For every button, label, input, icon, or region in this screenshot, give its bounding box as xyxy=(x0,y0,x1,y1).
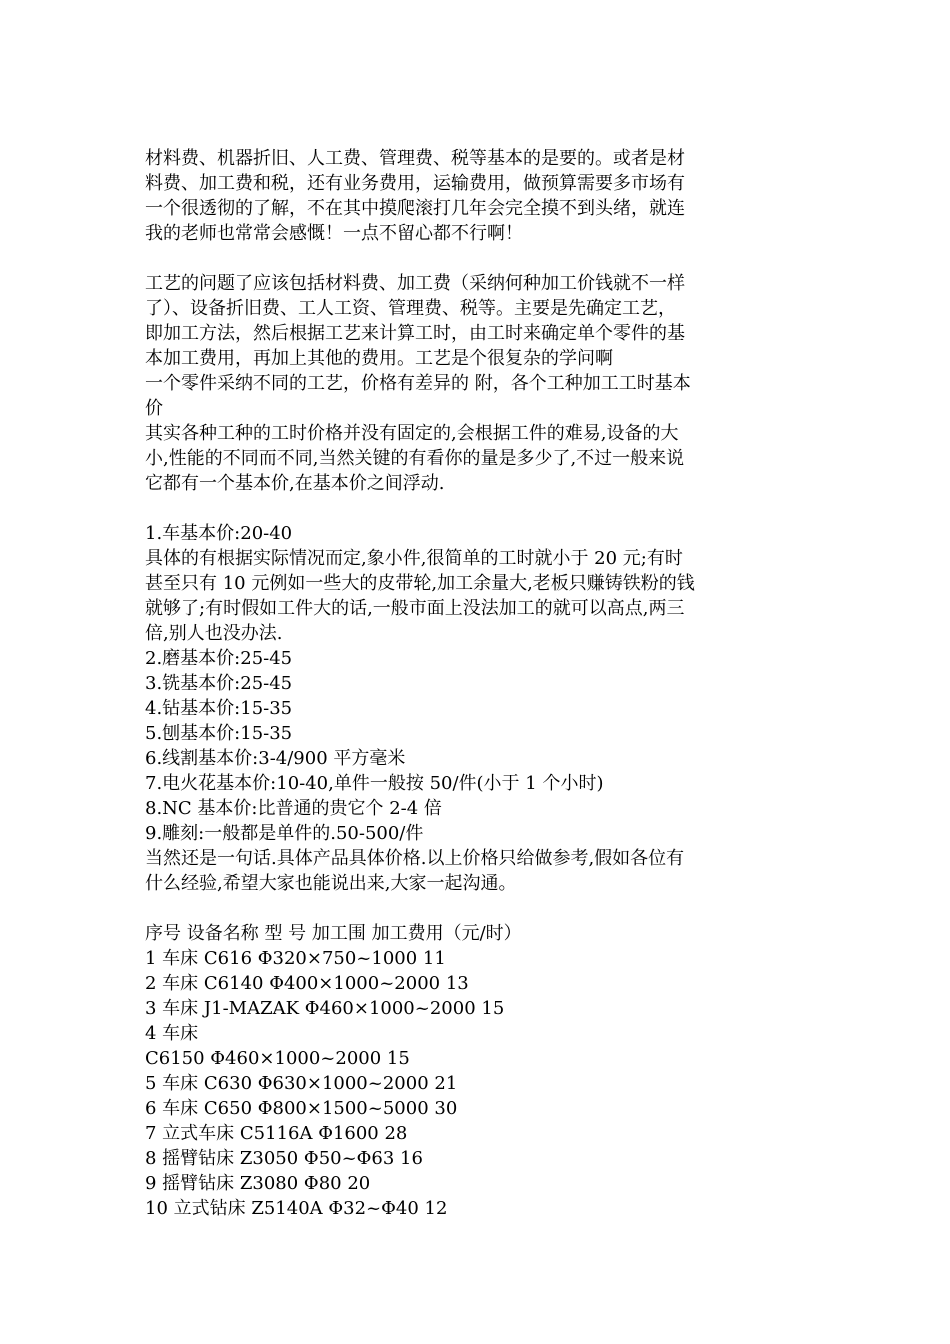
text-line: 工艺的问题了应该包括材料费、加工费（采纳何种加工价钱就不一样 xyxy=(145,273,685,294)
text-line: 倍,别人也没办法. xyxy=(145,623,283,644)
text-line: 当然还是一句话.具体产品具体价格.以上价格只给做参考,假如各位有 xyxy=(145,848,685,869)
text-line: 其实各种工种的工时价格并没有固定的,会根据工件的难易,设备的大 xyxy=(145,423,679,444)
text-line: 具体的有根据实际情况而定,象小件,很简单的工时就小于 20 元;有时 xyxy=(145,548,683,569)
text-line: 3.铣基本价:25-45 xyxy=(145,673,293,694)
text-line: 7.电火花基本价:10-40,单件一般按 50/件(小于 1 个小时) xyxy=(145,773,604,794)
equipment-list xyxy=(145,921,805,1221)
equipment-row: 4 车床 xyxy=(145,1023,199,1044)
text-line: 本加工费用，再加上其他的费用。工艺是个很复杂的学问啊 xyxy=(145,348,613,369)
text-line: 1.车基本价:20-40 xyxy=(145,523,293,544)
text-line: 料费、加工费和税，还有业务费用，运输费用，做预算需要多市场有 xyxy=(145,173,685,194)
text-line: 它都有一个基本价,在基本价之间浮动. xyxy=(145,473,445,494)
equipment-row: 2 车床 C6140 Φ400×1000~2000 13 xyxy=(145,973,469,994)
equipment-row: 8 摇臂钻床 Z3050 Φ50~Φ63 16 xyxy=(145,1148,423,1169)
paragraph-process xyxy=(145,271,805,496)
text-line: 价 xyxy=(145,398,163,419)
equipment-row: 1 车床 C616 Φ320×750~1000 11 xyxy=(145,948,446,969)
text-line: 材料费、机器折旧、人工费、管理费、税等基本的是要的。或者是材 xyxy=(145,148,685,169)
text-line: 甚至只有 10 元例如一些大的皮带轮,加工余量大,老板只赚铸铁粉的钱 xyxy=(145,573,695,594)
text-line: 一个零件采纳不同的工艺，价格有差异的 附，各个工种加工工时基本 xyxy=(145,373,691,394)
document-page xyxy=(145,146,805,1221)
paragraph-gap xyxy=(145,896,805,921)
equipment-row: 10 立式钻床 Z5140A Φ32~Φ40 12 xyxy=(145,1198,448,1219)
text-line: 6.线割基本价:3-4/900 平方毫米 xyxy=(145,748,406,769)
equipment-row: 7 立式车床 C5116A Φ1600 28 xyxy=(145,1123,408,1144)
equipment-row: 5 车床 C630 Φ630×1000~2000 21 xyxy=(145,1073,458,1094)
text-line: 2.磨基本价:25-45 xyxy=(145,648,293,669)
text-line: 9.雕刻:一般都是单件的.50-500/件 xyxy=(145,823,424,844)
text-line: 小,性能的不同而不同,当然关键的有看你的量是多少了,不过一般来说 xyxy=(145,448,685,469)
equipment-row: C6150 Φ460×1000~2000 15 xyxy=(145,1048,410,1069)
text-line: 我的老师也常常会感慨！一点不留心都不行啊！ xyxy=(145,223,523,244)
text-line: 5.刨基本价:15-35 xyxy=(145,723,293,744)
equipment-row: 6 车床 C650 Φ800×1500~5000 30 xyxy=(145,1098,458,1119)
equipment-row: 9 摇臂钻床 Z3080 Φ80 20 xyxy=(145,1173,371,1194)
text-line: 一个很透彻的了解，不在其中摸爬滚打几年会完全摸不到头绪，就连 xyxy=(145,198,685,219)
paragraph-cost-items xyxy=(145,146,805,246)
text-line: 就够了;有时假如工件大的话,一般市面上没法加工的就可以高点,两三 xyxy=(145,598,685,619)
equipment-row: 3 车床 J1-MAZAK Φ460×1000~2000 15 xyxy=(145,998,505,1019)
paragraph-base-prices xyxy=(145,521,805,896)
paragraph-gap xyxy=(145,246,805,271)
text-line: 什么经验,希望大家也能说出来,大家一起沟通。 xyxy=(145,873,517,894)
paragraph-gap xyxy=(145,496,805,521)
text-line: 即加工方法，然后根据工艺来计算工时，由工时来确定单个零件的基 xyxy=(145,323,685,344)
text-line: 了）、设备折旧费、工人工资、管理费、税等。主要是先确定工艺， xyxy=(145,298,676,319)
text-line: 4.钻基本价:15-35 xyxy=(145,698,293,719)
text-line: 8.NC 基本价:比普通的贵它个 2-4 倍 xyxy=(145,798,442,819)
equipment-header: 序号 设备名称 型 号 加工围 加工费用（元/时） xyxy=(145,923,522,944)
